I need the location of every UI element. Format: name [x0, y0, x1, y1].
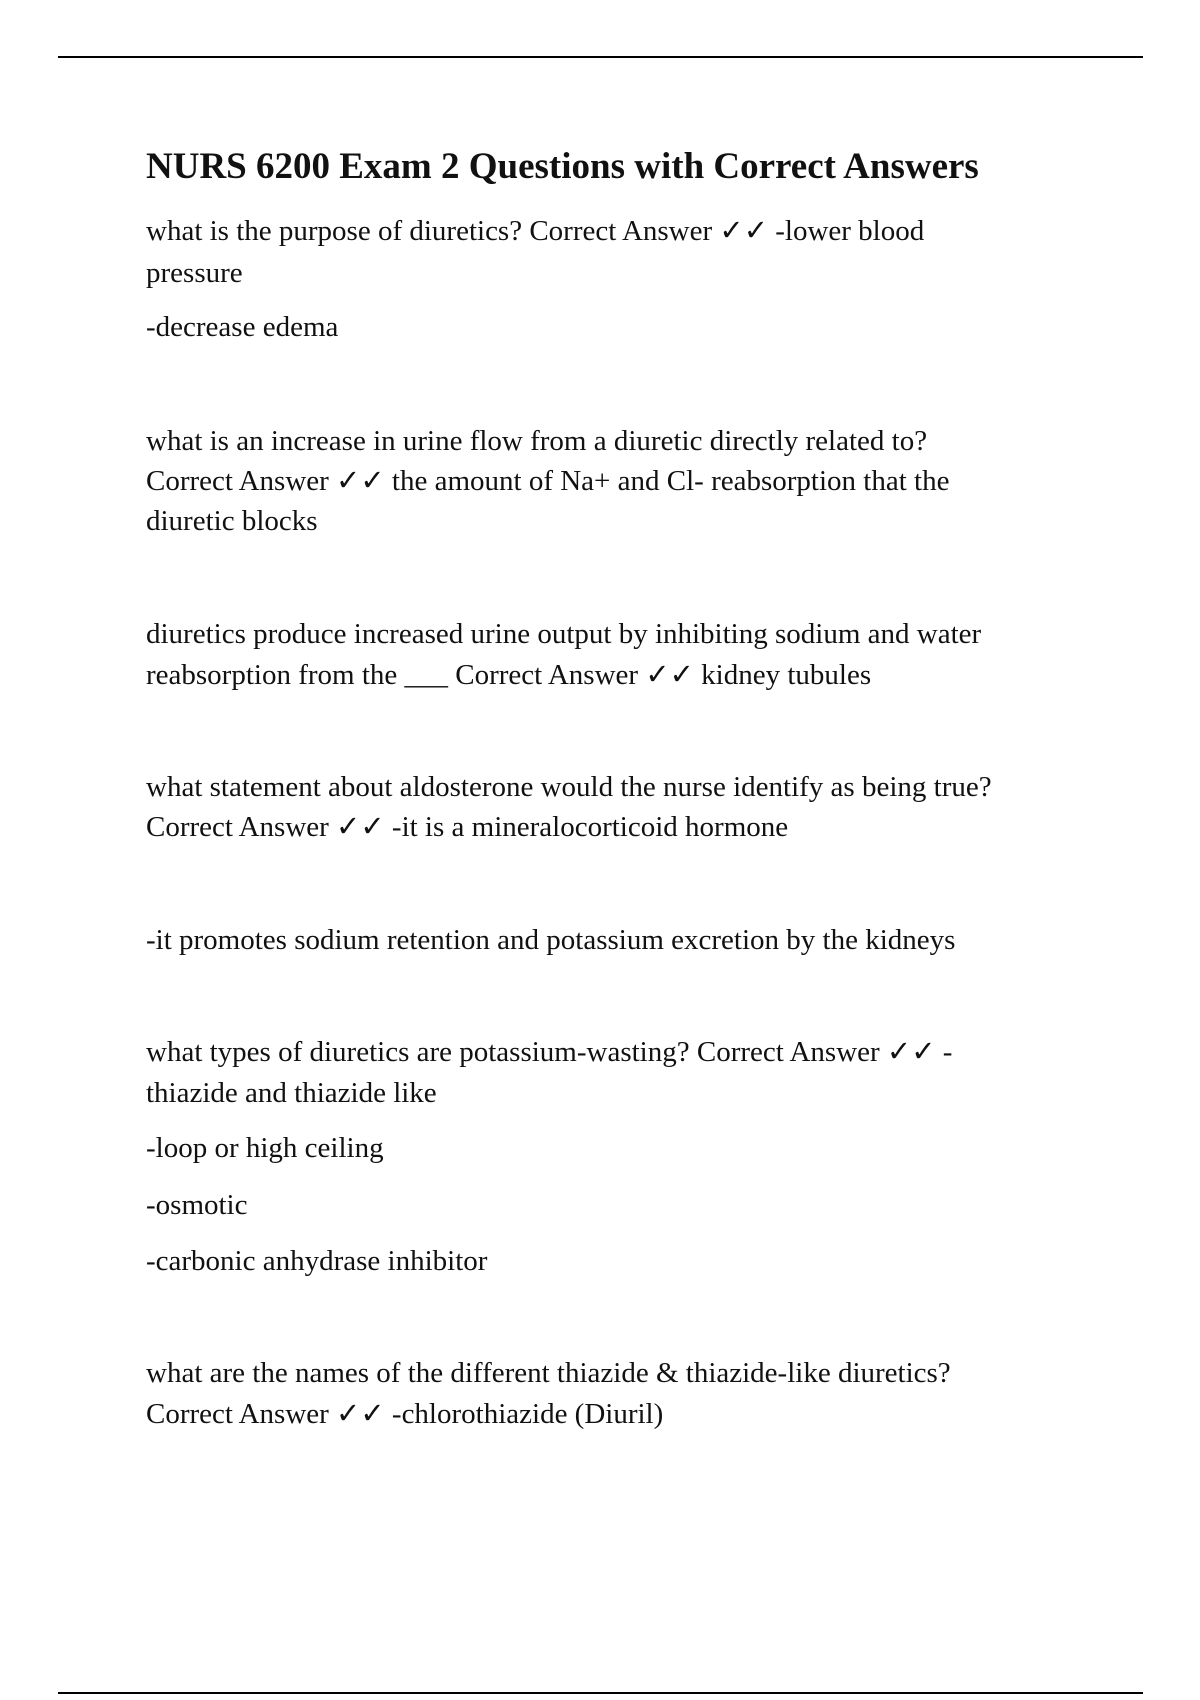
top-rule [58, 56, 1143, 58]
q1-line-1: what is the purpose of diuretics? Correct Answer ✓✓ -lower blood [146, 215, 925, 247]
q5-line-3: -loop or high ceiling [146, 1132, 384, 1164]
q4-line-3: -it promotes sodium retention and potassium excretion by the kidneys [146, 924, 956, 956]
bottom-rule [58, 1692, 1143, 1694]
q5-line-2: thiazide and thiazide like [146, 1077, 437, 1109]
q2-line-2: Correct Answer ✓✓ the amount of Na+ and Cl- reabsorption that the [146, 465, 950, 497]
q6-line-2: Correct Answer ✓✓ -chlorothiazide (Diuril) [146, 1398, 664, 1430]
q4-line-2: Correct Answer ✓✓ -it is a mineralocorticoid hormone [146, 811, 789, 843]
q5-line-5: -carbonic anhydrase inhibitor [146, 1245, 488, 1277]
q5-line-4: -osmotic [146, 1189, 248, 1221]
q2-line-1: what is an increase in urine flow from a diuretic directly related to? [146, 425, 928, 457]
q4-line-1: what statement about aldosterone would the nurse identify as being true? [146, 771, 992, 803]
q3-line-1: diuretics produce increased urine output by inhibiting sodium and water [146, 618, 982, 650]
q5-line-1: what types of diuretics are potassium-wasting? Correct Answer ✓✓ - [146, 1036, 953, 1068]
q6-line-1: what are the names of the different thiazide & thiazide-like diuretics? [146, 1357, 951, 1389]
q1-line-2: pressure [146, 257, 243, 289]
q1-line-3: -decrease edema [146, 311, 339, 343]
q2-line-3: diuretic blocks [146, 505, 318, 537]
q3-line-2: reabsorption from the ___ Correct Answer ✓✓ kidney tubules [146, 659, 872, 691]
document-title: NURS 6200 Exam 2 Questions with Correct Answers [146, 146, 979, 187]
